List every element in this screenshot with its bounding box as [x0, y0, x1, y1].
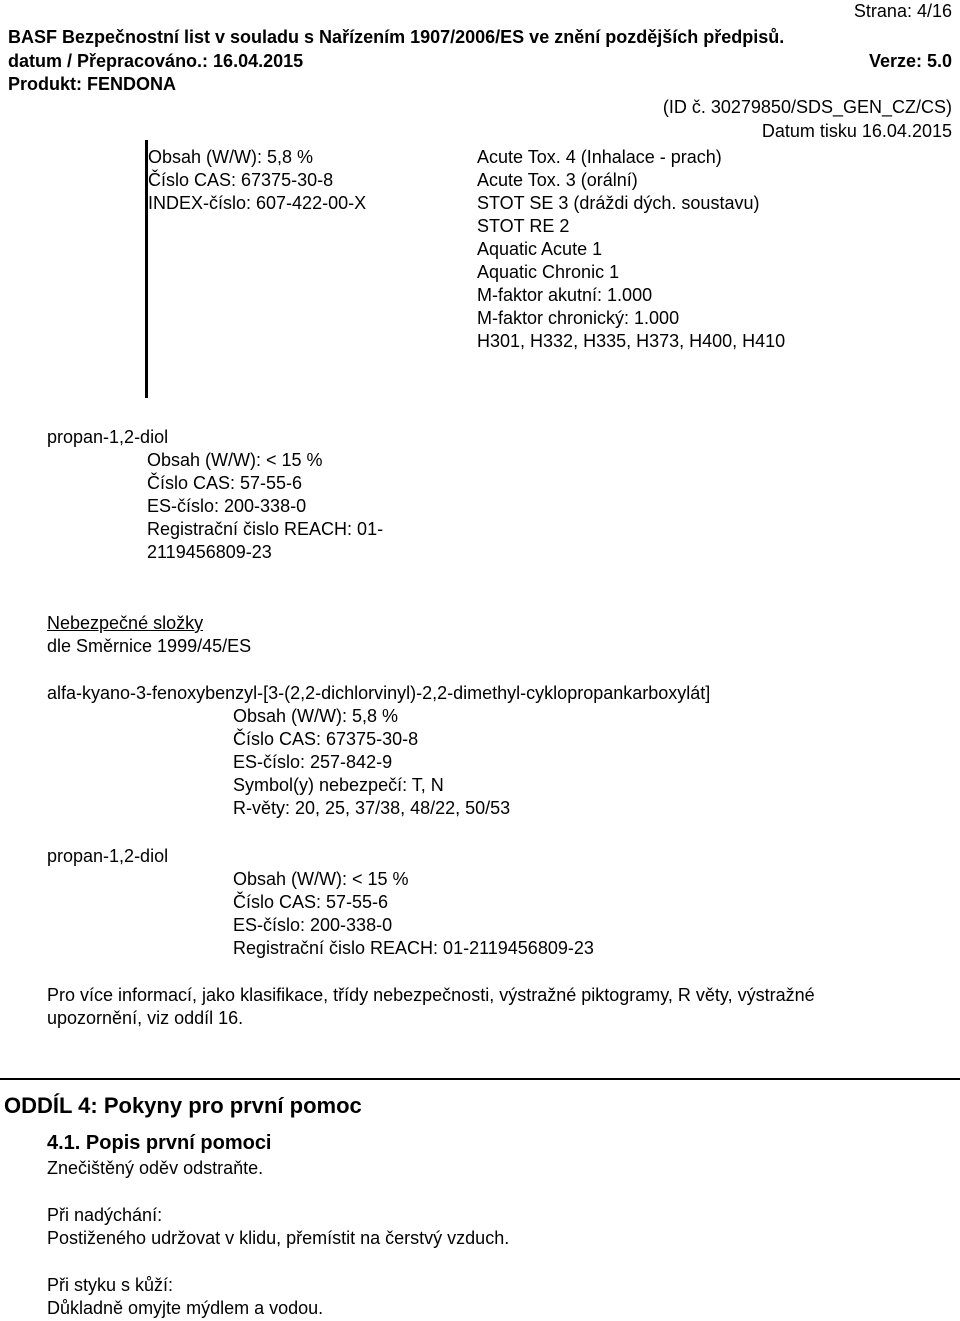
text-line: Obsah (W/W): < 15 % [233, 869, 409, 889]
header-title: BASF Bezpečnostní list v souladu s Nařízením 1907/2006/ES ve znění pozdějších předpisů. [8, 27, 785, 47]
print-date: Datum tisku 16.04.2015 [761, 121, 952, 141]
document-id: (ID č. 30279850/SDS_GEN_CZ/CS) [662, 97, 952, 117]
component-name: propan-1,2-diol [47, 427, 169, 447]
skin-label: Při styku s kůží: [47, 1275, 174, 1295]
text-line: Obsah (W/W): 5,8 % [148, 147, 314, 167]
text-line: Aquatic Chronic 1 [477, 262, 620, 282]
section-divider [0, 1078, 960, 1080]
version: Verze: 5.0 [868, 51, 952, 71]
text-line: ES-číslo: 257-842-9 [233, 752, 393, 772]
text-line: R-věty: 20, 25, 37/38, 48/22, 50/53 [233, 798, 511, 818]
text-line: INDEX-číslo: 607-422-00-X [148, 193, 367, 213]
revision-date: datum / Přepracováno.: 16.04.2015 [8, 51, 304, 71]
text-line: 2119456809-23 [147, 542, 272, 562]
page-number: Strana: 4/16 [853, 1, 952, 21]
text-line: Registrační čislo REACH: 01-2119456809-23 [233, 938, 594, 958]
block2-details [147, 449, 383, 564]
note-line: Pro více informací, jako klasifikace, třídy nebezpečnosti, výstražné piktogramy, R věty, výstražné [47, 985, 815, 1005]
inhalation-label: Při nadýchání: [47, 1205, 163, 1225]
hazard-subtitle: dle Směrnice 1999/45/ES [47, 636, 252, 656]
skin-text: Důkladně omyjte mýdlem a vodou. [47, 1298, 324, 1318]
product-name: Produkt: FENDONA [8, 74, 176, 94]
text-line: ES-číslo: 200-338-0 [147, 496, 307, 516]
first-aid-general: Znečištěný oděv odstraňte. [47, 1158, 264, 1178]
note-line: upozornění, viz oddíl 16. [47, 1008, 244, 1028]
text-line: M-faktor chronický: 1.000 [477, 308, 680, 328]
text-line: Číslo CAS: 67375-30-8 [148, 170, 334, 190]
text-line: STOT SE 3 (dráždi dých. soustavu) [477, 193, 760, 213]
component-name: alfa-kyano-3-fenoxybenzyl-[3-(2,2-dichlorvinyl)-2,2-dimethyl-cyklopropankarboxylát] [47, 683, 711, 703]
text-line: Číslo CAS: 57-55-6 [147, 473, 303, 493]
text-line: Aquatic Acute 1 [477, 239, 603, 259]
text-line: Obsah (W/W): < 15 % [147, 450, 323, 470]
subsection-title: 4.1. Popis první pomoci [47, 1132, 272, 1154]
text-line: STOT RE 2 [477, 216, 570, 236]
text-line: Acute Tox. 3 (orální) [477, 170, 638, 190]
block1-left [148, 146, 366, 215]
text-line: H301, H332, H335, H373, H400, H410 [477, 331, 786, 351]
component-name: propan-1,2-diol [47, 846, 169, 866]
block1-right [477, 146, 785, 353]
text-line: ES-číslo: 200-338-0 [233, 915, 393, 935]
text-line: Symbol(y) nebezpečí: T, N [233, 775, 444, 795]
inhalation-text: Postiženého udržovat v klidu, přemístit na čerstvý vzduch. [47, 1228, 510, 1248]
text-line: Číslo CAS: 57-55-6 [233, 892, 389, 912]
text-line: Číslo CAS: 67375-30-8 [233, 729, 419, 749]
text-line: Obsah (W/W): 5,8 % [233, 706, 399, 726]
text-line: M-faktor akutní: 1.000 [477, 285, 653, 305]
comp2-details [233, 868, 594, 960]
section-title: ODDÍL 4: Pokyny pro první pomoc [4, 1093, 362, 1118]
hazard-title: Nebezpečné složky [47, 613, 204, 633]
text-line: Registrační čislo REACH: 01- [147, 519, 384, 539]
text-line: Acute Tox. 4 (Inhalace - prach) [477, 147, 722, 167]
comp1-details [233, 705, 510, 820]
